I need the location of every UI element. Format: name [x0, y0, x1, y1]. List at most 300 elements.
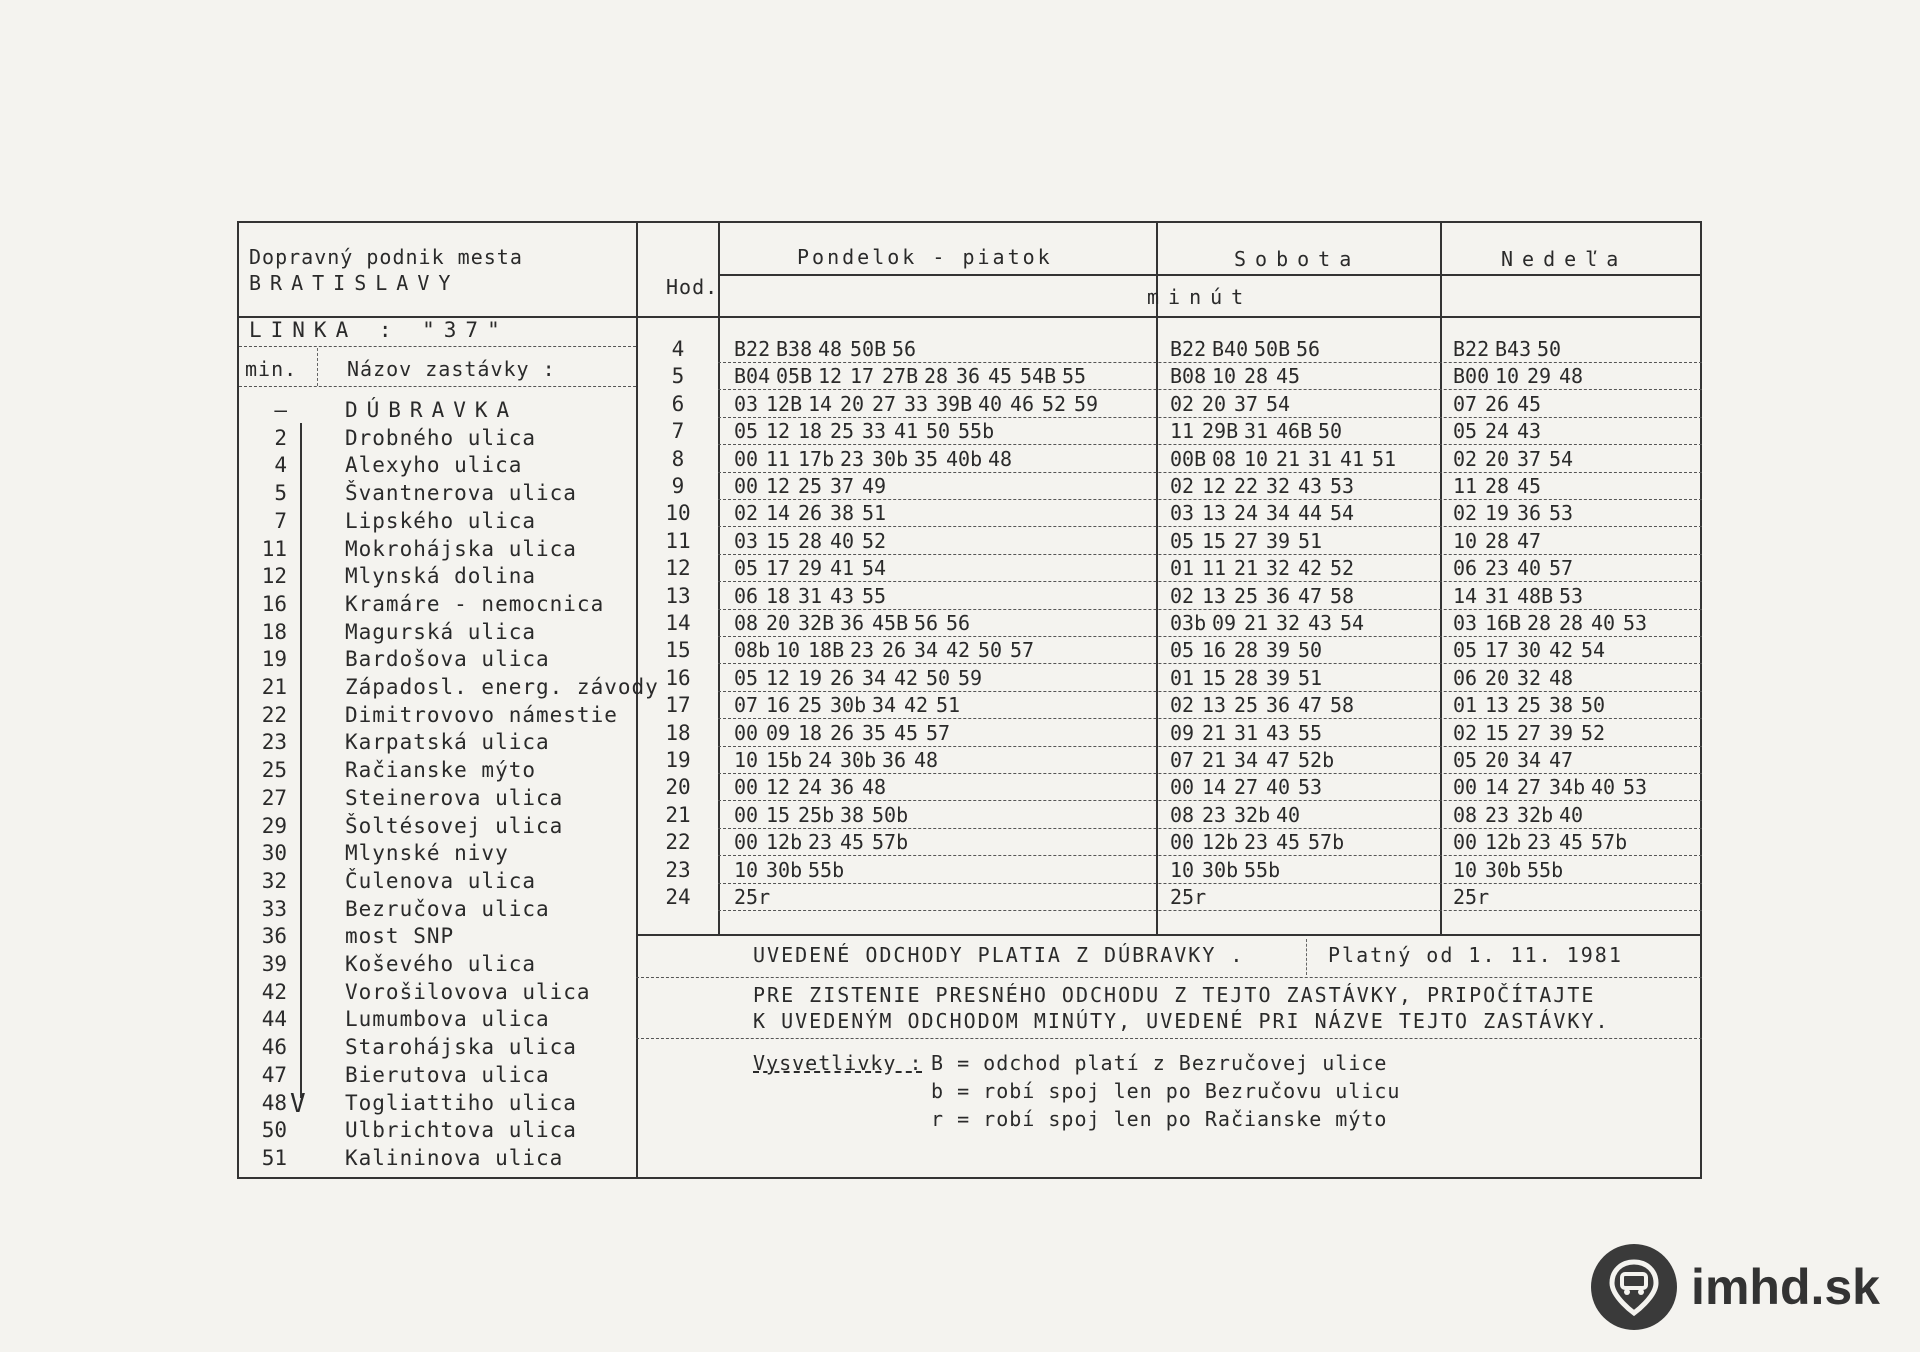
day-saturday: Sobota — [1234, 247, 1361, 271]
departures-saturday — [1170, 638, 1330, 662]
departure-minute: 18 — [798, 720, 823, 745]
departure-minute: 23 — [1244, 830, 1269, 855]
departure-minute: 16 — [1202, 638, 1227, 663]
stop-minutes: 47 — [261, 1062, 287, 1087]
hour-label: 23 — [665, 857, 691, 882]
departure-minute: 08 — [1212, 446, 1237, 471]
departure-minute: 54B — [1020, 364, 1057, 389]
departure-minute: 50B — [850, 337, 887, 361]
departure-minute: 20 — [840, 391, 865, 416]
stop-name: Karpatská ulica — [345, 730, 550, 755]
stop-name: Vorošilovova ulica — [345, 979, 591, 1004]
departure-minute: 27 — [1517, 720, 1542, 745]
departure-minute: 45 — [1276, 830, 1301, 855]
departures-weekday — [734, 885, 776, 909]
departure-minute: 13 — [1202, 693, 1227, 718]
departure-minute: 19 — [1485, 501, 1510, 526]
divider-days — [718, 274, 1702, 276]
departure-minute: 53 — [1549, 501, 1574, 526]
departure-minute: 42 — [946, 638, 971, 663]
departures-weekday — [734, 392, 1106, 416]
departure-minute: 42 — [894, 665, 919, 690]
departure-minute: 31 — [1234, 720, 1259, 745]
departure-minute: 31 — [1485, 583, 1510, 608]
departure-minute: 51 — [862, 501, 887, 526]
departure-minute: 20 — [1202, 391, 1227, 416]
departures-saturday — [1170, 693, 1362, 717]
departure-minute: 02 — [1453, 446, 1478, 471]
departure-minute: 32b — [1517, 802, 1554, 827]
departure-minute: 27 — [1517, 775, 1542, 800]
divider-dash-1 — [636, 977, 1702, 978]
departure-minute: 25 — [830, 419, 855, 444]
departures-saturday — [1170, 501, 1362, 525]
departure-minute: 00B — [1170, 446, 1207, 471]
departures-weekday — [734, 693, 968, 717]
row-divider — [718, 773, 1702, 774]
departure-minute: 00 — [1453, 775, 1478, 800]
departure-minute: 21 — [1276, 446, 1301, 471]
departure-minute: 42 — [904, 693, 929, 718]
departure-minute: 21 — [1202, 720, 1227, 745]
departure-minute: 28 — [1244, 364, 1269, 389]
departure-minute: 14 — [808, 391, 833, 416]
departures-weekday — [734, 337, 924, 361]
stop-minutes: 19 — [261, 647, 287, 672]
stop-name: Bezručova ulica — [345, 896, 550, 921]
departure-minute: 08 — [1170, 802, 1195, 827]
departures-sunday — [1453, 638, 1613, 662]
departures-sunday — [1453, 584, 1591, 608]
departure-minute: 03 — [1453, 611, 1478, 635]
departure-minute: 06 — [734, 583, 759, 608]
departures-sunday — [1453, 721, 1613, 745]
departure-minute: 23 — [1202, 802, 1227, 827]
stop-minutes: 32 — [261, 868, 287, 893]
departure-minute: 20 — [766, 611, 791, 635]
departure-minute: 07 — [734, 693, 759, 718]
departure-minute: 50b — [872, 802, 909, 827]
departure-minute: 10 — [1495, 364, 1520, 389]
departure-minute: 55b — [1244, 857, 1281, 882]
departure-minute: 39 — [1266, 638, 1291, 663]
departure-minute: 52 — [862, 528, 887, 553]
departure-minute: 54 — [1549, 446, 1574, 471]
departure-minute: 28 — [798, 528, 823, 553]
departures-weekday — [734, 858, 850, 882]
stop-minutes: 5 — [274, 481, 287, 506]
departure-minute: 44 — [1298, 501, 1323, 526]
hour-label: 17 — [665, 693, 691, 718]
departure-minute: 03 — [1170, 501, 1195, 526]
departure-minute: 05 — [1170, 528, 1195, 553]
departure-minute: 48B — [1517, 583, 1554, 608]
departure-minute: 10 — [734, 857, 759, 882]
departures-weekday — [734, 803, 914, 827]
departure-minute: 55 — [862, 583, 887, 608]
stop-name: DÚBRAVKA — [345, 398, 519, 422]
departure-minute: 00 — [1170, 830, 1195, 855]
departure-minute: 24 — [808, 748, 833, 772]
departure-minute: 00 — [734, 775, 759, 800]
note-valid-from: UVEDENÉ ODCHODY PLATIA Z DÚBRAVKY . — [753, 943, 1245, 967]
row-divider — [718, 362, 1702, 363]
departure-minute: 42 — [1549, 638, 1574, 663]
departure-minute: 12B — [766, 391, 803, 416]
divider-dash-2 — [636, 1038, 1702, 1039]
departure-minute: 32b — [1234, 802, 1271, 827]
departure-minute: 48 — [1549, 665, 1574, 690]
imhd-logo[interactable] — [1591, 1244, 1880, 1330]
departure-minute: 53 — [1298, 775, 1323, 800]
divider-min-col — [317, 348, 318, 386]
departure-minute: 58 — [1330, 693, 1355, 718]
departure-minute: 36 — [882, 748, 907, 772]
col-stop-header: Názov zastávky : — [347, 357, 556, 381]
departure-minute: 58 — [1330, 583, 1355, 608]
company-name: Dopravný podnik mesta — [249, 245, 523, 269]
stop-minutes: 11 — [261, 536, 287, 561]
departure-minute: 23 — [850, 638, 875, 663]
departure-minute: 08 — [1453, 802, 1478, 827]
departure-minute: 18 — [766, 583, 791, 608]
departure-minute: 28 — [924, 364, 949, 389]
departure-minute: 45 — [840, 830, 865, 855]
departures-weekday — [734, 419, 1000, 443]
departure-minute: 56 — [1296, 337, 1321, 361]
departures-saturday — [1170, 775, 1330, 799]
departure-minute: 32 — [1517, 665, 1542, 690]
hour-label: 4 — [671, 337, 685, 361]
departure-minute: 29 — [798, 556, 823, 581]
stop-name: Bardošova ulica — [345, 647, 550, 672]
row-divider — [718, 746, 1702, 747]
departure-minute: 31 — [798, 583, 823, 608]
departure-minute: 34 — [1517, 748, 1542, 772]
departure-minute: 50 — [926, 419, 951, 444]
departure-minute: 03 — [734, 391, 759, 416]
departure-minute: 45 — [988, 364, 1013, 389]
departure-minute: 40b — [946, 446, 983, 471]
departure-minute: 56 — [914, 611, 939, 635]
departure-minute: 11 — [1170, 419, 1195, 444]
departure-minute: 13 — [1202, 501, 1227, 526]
departure-minute: 39 — [1549, 720, 1574, 745]
row-divider — [718, 526, 1702, 527]
stop-minutes: 48 — [261, 1090, 287, 1115]
departure-minute: 14 — [1485, 775, 1510, 800]
departure-minute: 30b — [830, 693, 867, 718]
departure-minute: 05 — [1453, 748, 1478, 772]
departure-minute: 25 — [798, 693, 823, 718]
stop-minutes: 18 — [261, 619, 287, 644]
departure-minute: 28 — [1527, 611, 1552, 635]
departure-minute: 01 — [1453, 693, 1478, 718]
stop-minutes: 16 — [261, 591, 287, 616]
departures-sunday — [1453, 775, 1655, 799]
departure-minute: 37 — [830, 474, 855, 498]
departure-minute: 24 — [798, 775, 823, 800]
direction-arrow — [300, 423, 302, 1098]
hour-label: 20 — [665, 775, 691, 800]
departures-weekday — [734, 474, 894, 498]
departure-minute: 26 — [1485, 391, 1510, 416]
departure-minute: 09 — [1170, 720, 1195, 745]
departure-minute: 59 — [1074, 391, 1099, 416]
departure-minute: 30b — [840, 748, 877, 772]
divider-stops — [636, 223, 638, 1177]
departures-saturday — [1170, 474, 1362, 498]
departure-minute: 16 — [766, 693, 791, 718]
departure-minute: 35 — [862, 720, 887, 745]
departure-minute: 29B — [1202, 419, 1239, 444]
departure-minute: 26 — [830, 665, 855, 690]
departure-minute: 51 — [1372, 446, 1397, 471]
departure-minute: 36 — [1266, 693, 1291, 718]
stop-name: Mlynská dolina — [345, 564, 537, 589]
departure-minute: 10 — [1453, 857, 1478, 882]
departure-minute: 55 — [1062, 364, 1087, 389]
departure-minute: 02 — [1170, 391, 1195, 416]
row-divider — [718, 691, 1702, 692]
departure-minute: 56 — [892, 337, 917, 361]
departures-sunday — [1453, 611, 1655, 635]
departure-minute: 20 — [1485, 748, 1510, 772]
departures-weekday — [734, 721, 958, 745]
departure-minute: 14 — [766, 501, 791, 526]
departure-minute: 30 — [1517, 638, 1542, 663]
departure-minute: 13 — [1202, 583, 1227, 608]
row-divider — [718, 800, 1702, 801]
departure-minute: 12 — [1202, 474, 1227, 498]
departures-weekday — [734, 666, 990, 690]
departure-minute: 05 — [734, 556, 759, 581]
departure-minute: 30b — [1202, 857, 1239, 882]
departure-minute: 48 — [1559, 364, 1584, 389]
departure-minute: 48 — [988, 446, 1013, 471]
timetable-sheet — [237, 221, 1702, 1179]
hour-label: 15 — [665, 638, 691, 663]
departure-minute: 05 — [1453, 419, 1478, 444]
departures-saturday — [1170, 419, 1350, 443]
departure-minute: B38 — [776, 337, 813, 361]
departure-minute: 17 — [1485, 638, 1510, 663]
departure-minute: 20 — [1485, 665, 1510, 690]
departures-weekday — [734, 775, 894, 799]
departures-weekday — [734, 584, 894, 608]
departures-saturday — [1170, 803, 1308, 827]
departure-minute: 25r — [1453, 885, 1490, 909]
departure-minute: 21 — [1244, 611, 1269, 635]
departures-sunday — [1453, 447, 1581, 471]
departure-minute: 07 — [1170, 748, 1195, 772]
row-divider — [718, 636, 1702, 637]
row-divider — [718, 417, 1702, 418]
stop-name: Kalininova ulica — [345, 1145, 564, 1170]
legend-r: r = robí spoj len po Račianske mýto — [931, 1107, 1388, 1131]
departure-minute: 54 — [1330, 501, 1355, 526]
departure-minute: 47 — [1549, 748, 1574, 772]
departures-weekday — [734, 501, 894, 525]
departure-minute: 00 — [1170, 775, 1195, 800]
hour-label: 16 — [665, 665, 691, 690]
departure-minute: 18B — [808, 638, 845, 663]
departures-sunday — [1453, 474, 1549, 498]
departure-minute: 57 — [1010, 638, 1035, 663]
departure-minute: 40 — [1591, 611, 1616, 635]
departure-minute: 15 — [766, 802, 791, 827]
departure-minute: 45 — [1559, 830, 1584, 855]
departure-minute: 34 — [1234, 748, 1259, 772]
departure-minute: 48 — [862, 775, 887, 800]
departure-minute: 53 — [1623, 611, 1648, 635]
departure-minute: 40 — [1266, 775, 1291, 800]
departure-minute: 39 — [1266, 665, 1291, 690]
departure-minute: 10 — [734, 748, 759, 772]
departure-minute: 23 — [1485, 556, 1510, 581]
stop-minutes: 4 — [274, 453, 287, 478]
departure-minute: 15 — [1485, 720, 1510, 745]
departures-saturday — [1170, 611, 1372, 635]
departure-minute: 37 — [1517, 446, 1542, 471]
departure-minute: 30b — [1485, 857, 1522, 882]
day-weekday: Pondelok - piatok — [797, 245, 1053, 269]
stop-minutes: 25 — [261, 758, 287, 783]
departure-minute: 40 — [978, 391, 1003, 416]
departure-minute: 50 — [1581, 693, 1606, 718]
departures-sunday — [1453, 529, 1549, 553]
departure-minute: 47 — [1298, 583, 1323, 608]
departure-minute: 40 — [1591, 775, 1616, 800]
departure-minute: 50 — [1298, 638, 1323, 663]
departure-minute: 34 — [1266, 501, 1291, 526]
departure-minute: 51 — [1298, 665, 1323, 690]
stop-minutes: 21 — [261, 675, 287, 699]
stop-minutes: 27 — [261, 785, 287, 810]
departure-minute: 40 — [1276, 802, 1301, 827]
departure-minute: 21 — [1234, 556, 1259, 581]
departure-minute: 50 — [978, 638, 1003, 663]
departures-weekday — [734, 638, 1042, 662]
departure-minute: 36 — [956, 364, 981, 389]
departure-minute: 57b — [1591, 830, 1628, 855]
stop-minutes: 44 — [261, 1007, 287, 1032]
divider-valid — [1306, 939, 1307, 975]
departure-minute: 24 — [1485, 419, 1510, 444]
stop-name: Koševého ulica — [345, 952, 537, 976]
departure-minute: 55b — [1527, 857, 1564, 882]
departure-minute: 49 — [862, 474, 887, 498]
stop-name: Togliattiho ulica — [345, 1090, 577, 1115]
divider-notes — [636, 934, 1702, 936]
departures-saturday — [1170, 858, 1286, 882]
departure-minute: 23 — [808, 830, 833, 855]
departure-minute: 00 — [1453, 830, 1478, 855]
stop-name: Mokrohájska ulica — [345, 536, 577, 561]
departure-minute: B08 — [1170, 364, 1207, 389]
departure-minute: 02 — [1170, 474, 1195, 498]
departure-minute: 45 — [1517, 474, 1542, 498]
departure-minute: 53 — [1623, 775, 1648, 800]
company-city: BRATISLAVY — [249, 271, 460, 295]
departure-minute: 54 — [1581, 638, 1606, 663]
departure-minute: 05 — [1453, 638, 1478, 663]
departures-sunday — [1453, 419, 1549, 443]
departure-minute: 00 — [734, 446, 759, 471]
departure-minute: 10 — [1244, 446, 1269, 471]
departure-minute: 36 — [840, 611, 865, 635]
stop-minutes: 50 — [261, 1118, 287, 1143]
stop-name: most SNP — [345, 924, 455, 949]
departure-minute: 32 — [1266, 474, 1291, 498]
row-divider — [718, 472, 1702, 473]
logo-text: imhd.sk — [1691, 1259, 1880, 1315]
departure-minute: 52b — [1298, 748, 1335, 772]
departure-minute: 28 — [1234, 665, 1259, 690]
stop-minutes: 51 — [261, 1145, 287, 1170]
departures-sunday — [1453, 803, 1591, 827]
departure-minute: 06 — [1453, 665, 1478, 690]
departure-minute: B04 — [734, 364, 771, 389]
minutes-label: minút — [1147, 285, 1253, 309]
departure-minute: 00 — [734, 720, 759, 745]
hour-label: 9 — [671, 474, 685, 498]
departure-minute: 08b — [734, 638, 771, 663]
departure-minute: 40 — [1559, 802, 1584, 827]
departures-weekday — [734, 830, 914, 854]
departure-minute: 27B — [882, 364, 919, 389]
stop-minutes: 2 — [274, 425, 287, 450]
departure-minute: 41 — [1340, 446, 1365, 471]
hour-label: 18 — [665, 720, 691, 745]
hour-label: 12 — [665, 556, 691, 581]
departure-minute: 30b — [872, 446, 909, 471]
departure-minute: 43 — [1298, 474, 1323, 498]
hour-label: 24 — [665, 885, 691, 909]
stop-minutes: 23 — [261, 730, 287, 755]
departure-minute: 01 — [1170, 665, 1195, 690]
stop-name: Drobného ulica — [345, 425, 537, 450]
departure-minute: 54 — [862, 556, 887, 581]
departure-minute: 47 — [1266, 748, 1291, 772]
hour-label: 7 — [671, 419, 685, 444]
departure-minute: 52 — [1042, 391, 1067, 416]
departure-minute: 51 — [936, 693, 961, 718]
departures-saturday — [1170, 337, 1328, 361]
departures-sunday — [1453, 885, 1495, 909]
departure-minute: 17 — [850, 364, 875, 389]
row-divider — [718, 718, 1702, 719]
stop-minutes: 36 — [261, 924, 287, 949]
departure-minute: B40 — [1212, 337, 1249, 361]
departure-minute: 50 — [1537, 337, 1562, 361]
departure-minute: 24 — [1234, 501, 1259, 526]
departure-minute: 22 — [1234, 474, 1259, 498]
note-add-minutes-2: K UVEDENÝM ODCHODOM MINÚTY, UVEDENÉ PRI NÁZVE TEJTO ZASTÁVKY. — [753, 1009, 1610, 1033]
departures-saturday — [1170, 721, 1330, 745]
row-divider — [718, 499, 1702, 500]
departure-minute: 05 — [734, 419, 759, 444]
departure-minute: 55 — [1298, 720, 1323, 745]
departures-weekday — [734, 748, 946, 772]
departures-sunday — [1453, 364, 1591, 388]
departure-minute: 50 — [926, 665, 951, 690]
row-divider — [718, 581, 1702, 582]
departure-minute: 34 — [872, 693, 897, 718]
departure-minute: 32 — [1276, 611, 1301, 635]
departure-minute: 23 — [840, 446, 865, 471]
departure-minute: 10 — [1453, 528, 1478, 553]
